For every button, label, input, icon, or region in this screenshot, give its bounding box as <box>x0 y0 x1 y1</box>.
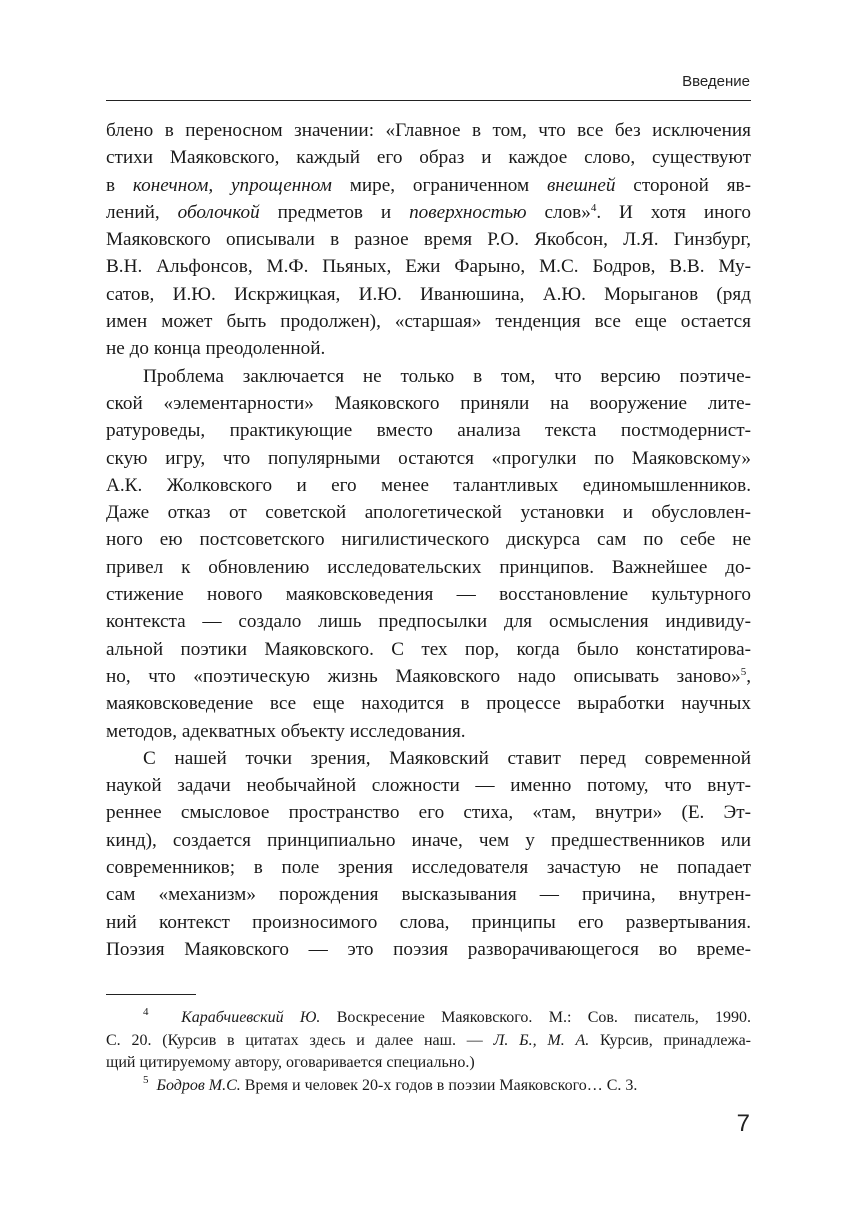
text-line: А.К. Жолковского и его менее талантливых единомышленников. <box>106 474 751 496</box>
text-line: ний контекст произносимого слова, принципы его развертывания. <box>106 911 751 933</box>
text-line: не до конца преодоленной. <box>106 338 326 360</box>
footnote-mark: 4 <box>143 1006 149 1018</box>
text-line: сам «механизм» порождения высказывания — причина, внутрен- <box>106 884 751 906</box>
text-line: стижение нового маяковсковедения — восстановление культурного <box>106 584 751 606</box>
footnote-4 <box>106 1007 751 1075</box>
text-line: Маяковского описывали в разное время Р.О. Якобсон, Л.Я. Гинзбург, <box>106 229 751 251</box>
text-line: имен может быть продолжен), «старшая» тенденция все еще остается <box>106 311 751 333</box>
footnotes <box>106 1007 751 1097</box>
text-line: маяковсковедение все еще находится в процессе выработки научных <box>106 693 751 715</box>
text-line: наукой задачи необычайной сложности — именно потому, что внут- <box>106 775 751 797</box>
text-line: ратуроведы, практикующие вместо анализа текста постмодернист- <box>106 420 751 442</box>
footnote-author: Карабчиевский Ю. <box>181 1009 321 1026</box>
text-line: контекста — создало лишь предпосылки для осмысления индивиду- <box>106 611 751 633</box>
text-line: Даже отказ от советской апологетической установки и обусловлен- <box>106 502 751 524</box>
text-line: стихи Маяковского, каждый его образ и каждое слово, существуют <box>106 147 751 169</box>
footnote-line: $^5$ Бодров М.С. Время и человек 20-х годов в поэзии Маяковского… С. 3. <box>143 1073 638 1094</box>
header-rule <box>106 100 751 101</box>
text-line: Поэзия Маяковского — это поэзия разворачивающегося во време- <box>106 938 751 960</box>
text-line: привел к обновлению исследовательских принципов. Важнейшее до- <box>106 556 751 578</box>
text-line: методов, адекватных объекту исследования. <box>106 720 466 742</box>
footnote-mark: 5 <box>143 1073 149 1086</box>
main-text <box>106 117 751 963</box>
text-line: ного ею постсоветского нигилистического дискурса сам по себе не <box>106 529 751 551</box>
emphasis: поверхностью <box>409 201 527 223</box>
text-line: сатов, И.Ю. Искржицкая, И.Ю. Иванюшина, А.Ю. Морыганов (ряд <box>106 283 751 305</box>
text-line: С нашей точки зрения, Маяковский ставит перед современной <box>143 747 751 769</box>
page-number: 7 <box>736 1110 750 1137</box>
footnote-ref-5[interactable]: 5 <box>740 665 747 678</box>
text-line: альной поэтики Маяковского. С тех пор, когда было констатирова- <box>106 638 751 660</box>
paragraph-3 <box>106 745 751 963</box>
text-line: блено в переносном значении: «Главное в том, что все без исключения <box>106 120 751 141</box>
text-line: реннее смысловое пространство его стиха, «там, внутри» (Е. Эт- <box>106 802 751 824</box>
footnote-line: щий цитируемому автору, оговаривается специально.) <box>106 1054 475 1071</box>
paragraph-2 <box>106 363 751 745</box>
text-line: ской «элементарности» Маяковского приняли на вооружение лите- <box>106 392 751 414</box>
emphasis: Л. Б., М. А. <box>493 1031 590 1049</box>
emphasis: внешней <box>546 174 616 196</box>
text-line: в конечном, упрощенном мире, ограниченном внешней стороной яв- <box>106 174 751 196</box>
text-line: современников; в поле зрения исследователя зачастую не попадает <box>106 857 751 879</box>
emphasis: конечном, упрощенном <box>132 174 332 196</box>
footnote-ref-4[interactable]: 4 <box>590 201 597 214</box>
paragraph-1 <box>106 117 751 363</box>
emphasis: оболочкой <box>177 201 260 223</box>
text-line: В.Н. Альфонсов, М.Ф. Пьяных, Ежи Фарыно, М.С. Бодров, В.В. Му- <box>106 256 751 278</box>
text-line: Проблема заключается не только в том, что версию поэтиче- <box>143 365 751 387</box>
text-line: лений, оболочкой предметов и поверхностью слов»$^4$. И хотя иного <box>106 201 751 223</box>
text-line: скую игру, что популярными остаются «прогулки по Маяковскому» <box>106 447 751 469</box>
footnote-5 <box>106 1075 751 1098</box>
footnote-line: $^4$ Карабчиевский Ю. Воскресение Маяковского. М.: Сов. писатель, 1990. <box>143 1006 751 1026</box>
footnote-line: С. 20. (Курсив в цитатах здесь и далее наш. — Л. Б., М. А. Курсив, принадлежа- <box>106 1031 751 1049</box>
text-line: кинд), создается принципиально иначе, чем у предшественников или <box>106 829 751 851</box>
running-head: Введение <box>682 73 750 90</box>
text-line: но, что «поэтическую жизнь Маяковского надо описывать заново»$^5$, <box>106 665 751 687</box>
footnote-separator <box>106 994 196 995</box>
footnote-author: Бодров М.С. <box>156 1076 241 1094</box>
